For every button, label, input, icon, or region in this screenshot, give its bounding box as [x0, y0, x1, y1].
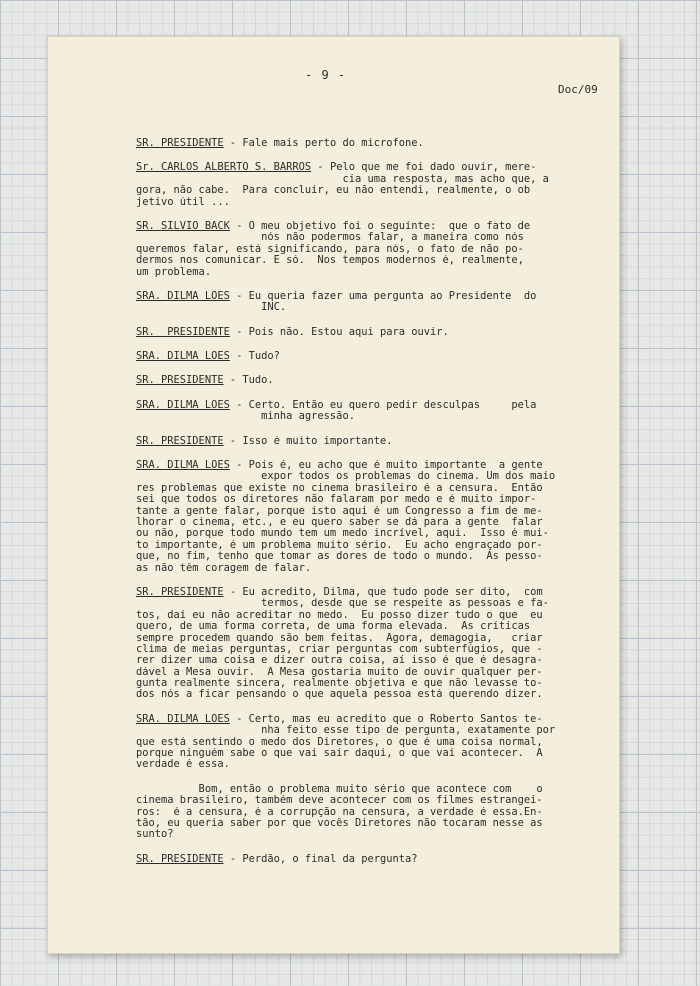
text-line [136, 267, 606, 278]
text-line [136, 302, 606, 313]
speaker-name: SRA. DILMA LOES [136, 290, 230, 302]
speech-block [136, 221, 606, 278]
line-text: um problema. [136, 266, 212, 278]
text-line [136, 138, 606, 149]
line-text: sei que todos os diretores não falaram por medo e é muito impor- [136, 494, 537, 506]
text-line [136, 818, 606, 829]
text-line [136, 725, 606, 736]
text-line [136, 621, 606, 632]
speaker-name: SRA. DILMA LOES [136, 399, 230, 411]
line-text: - Pois não. Estou aqui para ouvir. [229, 326, 449, 338]
text-line [136, 400, 606, 411]
text-line [136, 517, 606, 528]
line-text: dos nós a ficar pensando o que aquela pessoa está querendo dizer. [136, 689, 543, 701]
text-line [136, 411, 606, 422]
text-line [136, 598, 606, 609]
line-text: que está sentindo o medo dos Diretores, o que é uma coisa normal, [136, 736, 543, 748]
text-line [136, 528, 606, 539]
speaker-name: SR. SILVIO BACK [136, 220, 230, 232]
text-line [136, 436, 606, 447]
text-line [136, 563, 606, 574]
line-text: minha agressão. [136, 411, 355, 423]
line-text: res problemas que existe no cinema brasileiro é a censura. Então [136, 482, 543, 494]
line-text: - Certo, mas eu acredito que o Roberto Santos te- [229, 713, 543, 725]
speaker-name: SRA. DILMA LOES [136, 460, 230, 472]
transcript-body [136, 138, 606, 878]
speaker-name: SR. PRESIDENTE [136, 375, 224, 387]
line-text: termos, desde que se respeite as pessoas e fa- [136, 598, 549, 610]
document-reference: Doc/09 [558, 83, 598, 96]
text-line [136, 610, 606, 621]
speech-block [136, 587, 606, 701]
line-text: dável a Mesa ouvir. A Mesa gostaria muito de ouvir qualquer per- [136, 666, 543, 678]
line-text: nha feito esse tipo de pergunta, exatamente por [136, 725, 556, 737]
line-text: expor todos os problemas do cinema. Um dos maio [136, 471, 556, 483]
line-text: ou não, porque todo mundo tem um medo incrível, aqui. Isso é mui- [136, 528, 549, 540]
text-line [136, 551, 606, 562]
speaker-name: SR. PRESIDENTE [136, 326, 230, 338]
line-text: - Perdão, o final da pergunta? [223, 853, 418, 865]
line-text: - Tudo? [229, 351, 280, 363]
line-text: - Pois é, eu acho que é muito importante a gente [229, 460, 543, 472]
speaker-name: SRA. DILMA LOES [136, 351, 230, 363]
line-text: jetivo útil ... [136, 196, 230, 208]
speech-block [136, 162, 606, 208]
line-text: to importante, é um problema muito sério. Eu acho engraçado por- [136, 539, 543, 551]
line-text: - Isso é muito importante. [223, 435, 393, 447]
line-text: lhorar o cinema, etc., e eu quero saber se dá para a gente falar [136, 516, 543, 528]
line-text: cia uma resposta, mas acho que, a [136, 173, 549, 185]
speaker-name: SR. PRESIDENTE [136, 435, 224, 447]
text-line [136, 748, 606, 759]
text-line [136, 221, 606, 232]
line-text: INC. [136, 302, 287, 314]
speech-block [136, 375, 606, 386]
line-text: - Eu acredito, Dilma, que tudo pode ser dito, com [223, 586, 543, 598]
line-text: porque ninguém sabe o que vai sair daqui, o que vai acontecer. A [136, 748, 543, 760]
line-text: quero, de uma forma correta, de uma forma elevada. As críticas [136, 621, 531, 633]
text-line [136, 483, 606, 494]
speech-block [136, 400, 606, 423]
text-line [136, 737, 606, 748]
line-text: as não têm coragem de falar. [136, 562, 312, 574]
speech-block [136, 854, 606, 865]
text-line [136, 795, 606, 806]
line-text: gora, não cabe. Para concluir, eu não entendi, realmente, o ob [136, 185, 531, 197]
line-text: rer dizer uma coisa e dizer outra coisa, aí isso é que é desagra- [136, 655, 543, 667]
text-line [136, 667, 606, 678]
text-line [136, 807, 606, 818]
text-line [136, 460, 606, 471]
text-line [136, 829, 606, 840]
line-text: - Eu queria fazer uma pergunta ao Presidente do [229, 290, 537, 302]
line-text: cinema brasileiro, também deve acontecer com os filmes estrangei- [136, 795, 543, 807]
speech-block [136, 714, 606, 771]
text-line [136, 471, 606, 482]
line-text: tão, eu queria saber por que vocês Diretores não tocaram nesse as [136, 817, 543, 829]
page-number: - 9 - [305, 68, 347, 82]
line-text: - Certo. Então eu quero pedir desculpas pela [229, 399, 537, 411]
line-text: queremos falar, está significando, para nós, o fato de não po- [136, 243, 524, 255]
speaker-name: SR. PRESIDENTE [136, 586, 224, 598]
text-line [136, 174, 606, 185]
line-text: - O meu objetivo foi o seguinte: que o fato de [229, 220, 531, 232]
text-line [136, 784, 606, 795]
speech-block [136, 460, 606, 574]
speaker-name: Sr. CARLOS ALBERTO S. BARROS [136, 162, 312, 174]
line-text: Bom, então o problema muito sério que acontece com o [136, 783, 543, 795]
line-text: gunta realmente sincera, realmente objetiva e que não levasse to- [136, 678, 543, 690]
speech-block [136, 138, 606, 149]
line-text: tos, daí eu não acreditar no medo. Eu posso dizer tudo o que eu [136, 609, 543, 621]
text-line [136, 689, 606, 700]
text-line [136, 854, 606, 865]
line-text: tante a gente falar, porque isto aqui é um Congresso a fim de me- [136, 505, 543, 517]
text-line [136, 255, 606, 266]
line-text: verdade é essa. [136, 759, 230, 771]
speech-block [136, 436, 606, 447]
line-text: sunto? [136, 829, 174, 841]
line-text: clima de meias perguntas, criar perguntas com subterfúgios, que - [136, 643, 543, 655]
text-line [136, 540, 606, 551]
text-line [136, 197, 606, 208]
speech-block [136, 327, 606, 338]
line-text: dermos nos comunicar. É só. Nos tempos modernos é, realmente, [136, 255, 524, 267]
line-text: - Pelo que me foi dado ouvir, mere- [311, 162, 537, 174]
text-line [136, 351, 606, 362]
text-line [136, 759, 606, 770]
speaker-name: SRA. DILMA LOES [136, 713, 230, 725]
text-line [136, 494, 606, 505]
speech-block [136, 291, 606, 314]
line-text: nós não podermos falar, a maneira como nós [136, 232, 524, 244]
text-line [136, 633, 606, 644]
speaker-name: SR. PRESIDENTE [136, 138, 224, 149]
text-line [136, 506, 606, 517]
line-text: - Tudo. [223, 375, 274, 387]
text-line [136, 232, 606, 243]
speech-block [136, 351, 606, 362]
line-text: ros: é a censura, é a corrupção na censura, a verdade é essa.En- [136, 806, 543, 818]
text-line [136, 375, 606, 386]
speech-block [136, 784, 606, 841]
line-text: sempre procedem quando são bem feitas. Agora, demagogia, criar [136, 632, 543, 644]
line-text: - Fale mais perto do microfone. [223, 138, 424, 149]
text-line [136, 678, 606, 689]
text-line [136, 162, 606, 173]
text-line [136, 291, 606, 302]
line-text: que, no fim, tenho que tomar as dores de todo o mundo. As pesso- [136, 551, 543, 563]
text-line [136, 185, 606, 196]
text-line [136, 587, 606, 598]
speaker-name: SR. PRESIDENTE [136, 853, 224, 865]
text-line [136, 714, 606, 725]
text-line [136, 244, 606, 255]
text-line [136, 644, 606, 655]
text-line [136, 655, 606, 666]
text-line [136, 327, 606, 338]
